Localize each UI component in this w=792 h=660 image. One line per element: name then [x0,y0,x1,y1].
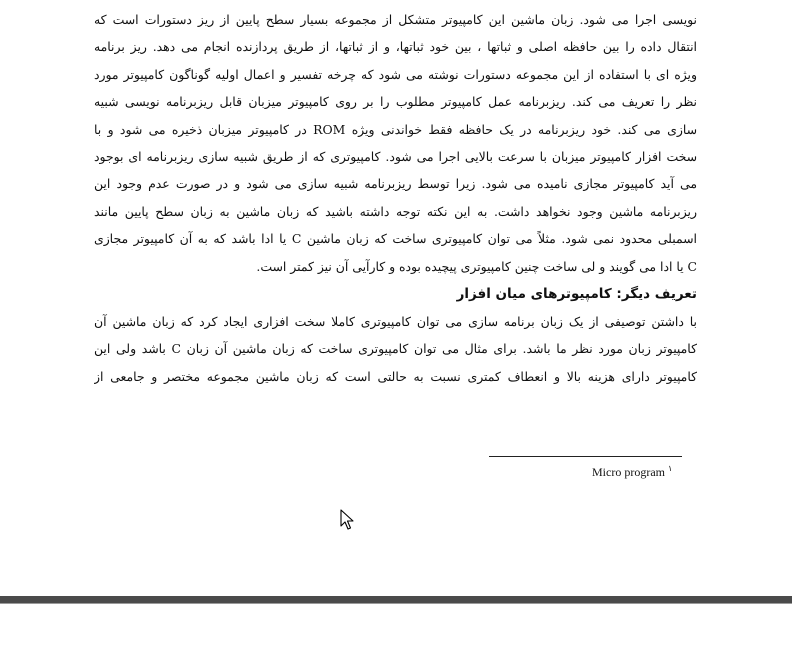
paragraph-line: ویژه ای با استفاده از این مجموعه دستورات نوشته می شود که چرخه تفسیر و اعمال اولیه گوناگون کامپیوتر مورد [94,66,697,82]
paragraph-line: C یا ادا می گویند و لی ساخت چنین کامپیوتری پیچیده بوده و کارآیی آن نیز کمتر است. [256,258,697,274]
page-separator [0,596,792,604]
paragraph-line: می آید کامپیوتر مجازی نامیده می شود. زیرا توسط ریزبرنامه شبیه سازی می شود و در صورت عدم وجود این [94,176,697,192]
paragraph-line: سازی می کند. خود ریزبرنامه در یک حافظه فقط خواندنی ویژه ROM در کامپیوتر میزبان ذخیره می شود و با [94,121,697,137]
next-page-preview [0,604,792,660]
paragraph-line: کامپیوتر زبان مورد نظر ما باشد. برای مثال می توان کامپیوتری ساخت که زبان ماشین آن زبان C باشد ولی این [94,341,697,357]
mouse-pointer-icon [340,509,354,531]
paragraph-line: با داشتن توصیفی از یک زبان برنامه سازی می توان کامپیوتری کاملا سخت افزاری ایجاد کرد که زبان ماشین آن [94,313,697,329]
footnote-separator [489,456,682,457]
paragraph-line: سخت افزار کامپیوتر میزبان با سرعت بالایی اجرا می شود. کامپیوتری که از طریق شبیه سازی ریزبرنامه ای بوجود [94,148,697,164]
paragraph-line: نظر را تعریف می کند. ریزبرنامه عمل کامپیوتر مطلوب را بر روی کامپیوتر میزبان قابل ریزبرنامه نویسی شبیه [94,94,697,110]
footnote-marker: ۱ [667,464,673,473]
paragraph-line: نویسی اجرا می شود. زبان ماشین این کامپیوتر متشکل از مجموعه بسیار سطح پایین از ریز دستورات است که [94,12,697,27]
paragraph-line: اسمبلی محدود نمی شود. مثلاً می توان کامپیوتری ساخت که زبان ماشین C یا ادا باشد که به آن کامپیوتر مجازی [94,231,697,247]
paragraph-line: کامپیوتر دارای هزینه بالا و انعطاف کمتری نسبت به حالتی است که زبان ماشین مجموعه مختصر و جامعی از [94,368,697,384]
paragraph-line: انتقال داده را بین حافظه اصلی و ثباتها ، بین خود ثباتها، و از ثباتها، از طریق پردازنده انجام می دهد. ریز برنامه [94,39,697,55]
section-heading: تعریف دیگر: کامپیوترهای میان افزار [456,285,697,302]
body-text [94,6,697,390]
footnote [592,464,672,480]
footnote-text: Micro program [592,465,665,479]
paragraph-line: ریزبرنامه ماشین وجود نخواهد داشت. به این نکته توجه داشته باشید که زبان ماشین به زبان سطح پایین مانند [94,203,697,219]
